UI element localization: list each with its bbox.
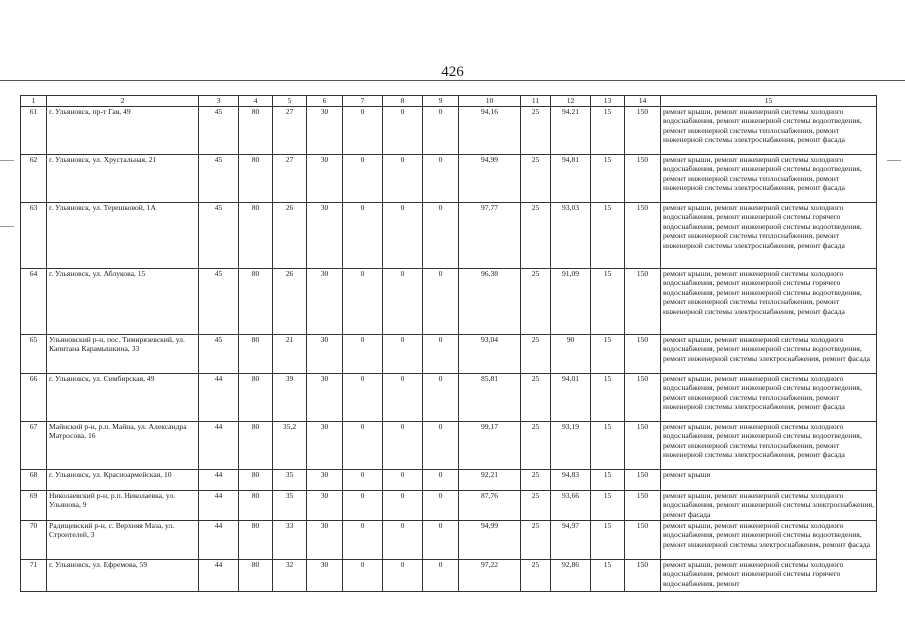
value-cell: 39 xyxy=(273,374,307,422)
address-cell: Ульяновский р-н, пос. Тимирязевский, ул. Капитана Карамышкина, 33 xyxy=(47,335,199,374)
value-cell: 0 xyxy=(423,560,459,592)
value-cell: 0 xyxy=(423,269,459,335)
value-cell: 44 xyxy=(199,560,239,592)
value-cell: 0 xyxy=(383,521,423,560)
value-cell: 93,04 xyxy=(459,335,521,374)
value-cell: 45 xyxy=(199,107,239,155)
value-cell: 90 xyxy=(551,335,591,374)
value-cell: 87,76 xyxy=(459,491,521,521)
value-cell: 0 xyxy=(343,422,383,470)
value-cell: 15 xyxy=(591,269,625,335)
value-cell: 80 xyxy=(239,335,273,374)
margin-mark xyxy=(887,160,901,161)
works-cell: ремонт крыши, ремонт инженерной системы холодного водоснабжения, ремонт инженерной системы водоотведения, ремонт инженерной системы теплоснабжения, ремонт инженерной системы электроснабжения, ремонт фасада xyxy=(661,155,877,203)
value-cell: 0 xyxy=(343,470,383,491)
value-cell: 0 xyxy=(383,374,423,422)
value-cell: 26 xyxy=(273,203,307,269)
table-row xyxy=(21,470,877,491)
value-cell: 45 xyxy=(199,155,239,203)
value-cell: 0 xyxy=(383,560,423,592)
value-cell: 150 xyxy=(625,560,661,592)
value-cell: 25 xyxy=(521,155,551,203)
value-cell: 93,66 xyxy=(551,491,591,521)
value-cell: 150 xyxy=(625,269,661,335)
value-cell: 30 xyxy=(307,107,343,155)
table-row xyxy=(21,422,877,470)
address-cell: г. Ульяновск, ул. Красноармейская, 10 xyxy=(47,470,199,491)
value-cell: 15 xyxy=(591,107,625,155)
row-number: 63 xyxy=(21,203,47,269)
row-number: 68 xyxy=(21,470,47,491)
data-table xyxy=(20,95,877,592)
value-cell: 44 xyxy=(199,422,239,470)
value-cell: 0 xyxy=(423,203,459,269)
value-cell: 27 xyxy=(273,155,307,203)
value-cell: 150 xyxy=(625,203,661,269)
value-cell: 150 xyxy=(625,155,661,203)
value-cell: 44 xyxy=(199,521,239,560)
value-cell: 94,99 xyxy=(459,155,521,203)
value-cell: 150 xyxy=(625,107,661,155)
value-cell: 94,97 xyxy=(551,521,591,560)
value-cell: 97,22 xyxy=(459,560,521,592)
table-row xyxy=(21,269,877,335)
column-header: 9 xyxy=(423,96,459,107)
value-cell: 0 xyxy=(343,155,383,203)
value-cell: 94,16 xyxy=(459,107,521,155)
table-row xyxy=(21,521,877,560)
value-cell: 80 xyxy=(239,422,273,470)
value-cell: 150 xyxy=(625,491,661,521)
address-cell: г. Ульяновск, ул. Ефремова, 59 xyxy=(47,560,199,592)
value-cell: 15 xyxy=(591,422,625,470)
column-header: 11 xyxy=(521,96,551,107)
address-cell: г. Ульяновск, ул. Хрустальная, 21 xyxy=(47,155,199,203)
address-cell: г. Ульяновск, ул. Терешковой, 1А xyxy=(47,203,199,269)
value-cell: 80 xyxy=(239,107,273,155)
value-cell: 150 xyxy=(625,521,661,560)
value-cell: 0 xyxy=(423,155,459,203)
works-cell: ремонт крыши, ремонт инженерной системы холодного водоснабжения, ремонт инженерной системы водоотведения, ремонт инженерной системы электроснабжения, ремонт фасада xyxy=(661,521,877,560)
value-cell: 30 xyxy=(307,374,343,422)
value-cell: 0 xyxy=(423,422,459,470)
value-cell: 0 xyxy=(383,470,423,491)
row-number: 62 xyxy=(21,155,47,203)
value-cell: 0 xyxy=(343,269,383,335)
value-cell: 25 xyxy=(521,422,551,470)
column-header: 2 xyxy=(47,96,199,107)
column-header: 12 xyxy=(551,96,591,107)
value-cell: 150 xyxy=(625,422,661,470)
value-cell: 25 xyxy=(521,107,551,155)
row-number: 69 xyxy=(21,491,47,521)
value-cell: 80 xyxy=(239,269,273,335)
value-cell: 33 xyxy=(273,521,307,560)
table-row xyxy=(21,491,877,521)
value-cell: 15 xyxy=(591,335,625,374)
value-cell: 35,2 xyxy=(273,422,307,470)
value-cell: 80 xyxy=(239,491,273,521)
row-number: 71 xyxy=(21,560,47,592)
address-cell: Майнский р-н, р.п. Майна, ул. Александра Матросова, 16 xyxy=(47,422,199,470)
value-cell: 15 xyxy=(591,491,625,521)
value-cell: 30 xyxy=(307,422,343,470)
value-cell: 0 xyxy=(423,335,459,374)
value-cell: 94,99 xyxy=(459,521,521,560)
value-cell: 80 xyxy=(239,155,273,203)
value-cell: 0 xyxy=(383,203,423,269)
value-cell: 30 xyxy=(307,335,343,374)
column-header: 13 xyxy=(591,96,625,107)
column-header: 4 xyxy=(239,96,273,107)
address-cell: Николаевский р-н, р.п. Николаевка, ул. Ульянова, 9 xyxy=(47,491,199,521)
table-row xyxy=(21,560,877,592)
value-cell: 35 xyxy=(273,470,307,491)
value-cell: 150 xyxy=(625,374,661,422)
value-cell: 30 xyxy=(307,269,343,335)
value-cell: 45 xyxy=(199,203,239,269)
value-cell: 80 xyxy=(239,374,273,422)
header-row xyxy=(21,96,877,107)
value-cell: 0 xyxy=(423,470,459,491)
value-cell: 150 xyxy=(625,335,661,374)
value-cell: 45 xyxy=(199,269,239,335)
value-cell: 30 xyxy=(307,521,343,560)
column-header: 10 xyxy=(459,96,521,107)
value-cell: 30 xyxy=(307,491,343,521)
table-row xyxy=(21,155,877,203)
value-cell: 0 xyxy=(383,422,423,470)
value-cell: 25 xyxy=(521,560,551,592)
row-number: 70 xyxy=(21,521,47,560)
value-cell: 92,86 xyxy=(551,560,591,592)
value-cell: 25 xyxy=(521,203,551,269)
works-cell: ремонт крыши, ремонт инженерной системы холодного водоснабжения, ремонт инженерной системы водоотведения, ремонт инженерной системы теплоснабжения, ремонт инженерной системы электроснабжения, ремонт фасада xyxy=(661,374,877,422)
value-cell: 85,81 xyxy=(459,374,521,422)
address-cell: г. Ульяновск, ул. Симбирская, 49 xyxy=(47,374,199,422)
value-cell: 25 xyxy=(521,521,551,560)
table-row xyxy=(21,203,877,269)
table-row xyxy=(21,107,877,155)
value-cell: 0 xyxy=(343,374,383,422)
value-cell: 0 xyxy=(383,491,423,521)
row-number: 67 xyxy=(21,422,47,470)
value-cell: 0 xyxy=(343,335,383,374)
value-cell: 91,09 xyxy=(551,269,591,335)
value-cell: 44 xyxy=(199,374,239,422)
value-cell: 94,83 xyxy=(551,470,591,491)
works-cell: ремонт крыши, ремонт инженерной системы холодного водоснабжения, ремонт инженерной системы водоотведения, ремонт инженерной системы теплоснабжения, ремонт инженерной системы электроснабжения, ремонт фасада xyxy=(661,422,877,470)
column-header: 6 xyxy=(307,96,343,107)
works-cell: ремонт крыши, ремонт инженерной системы холодного водоснабжения, ремонт инженерной системы водоотведения, ремонт инженерной системы теплоснабжения, ремонт инженерной системы электроснабжения, ремонт фасада xyxy=(661,107,877,155)
top-rule xyxy=(0,80,905,81)
page-number: 426 xyxy=(441,64,464,80)
value-cell: 30 xyxy=(307,155,343,203)
value-cell: 15 xyxy=(591,470,625,491)
value-cell: 26 xyxy=(273,269,307,335)
table-row xyxy=(21,335,877,374)
address-cell: Радищевский р-н, с. Верхняя Маза, ул. Строителей, 3 xyxy=(47,521,199,560)
row-number: 64 xyxy=(21,269,47,335)
value-cell: 32 xyxy=(273,560,307,592)
value-cell: 99,17 xyxy=(459,422,521,470)
value-cell: 80 xyxy=(239,521,273,560)
works-cell: ремонт крыши xyxy=(661,470,877,491)
works-cell: ремонт крыши, ремонт инженерной системы холодного водоснабжения, ремонт инженерной системы горячего водоснабжения, ремонт инженерной системы водоотведения, ремонт инженерной системы теплоснабжения, ремонт инженерной системы электроснабжения, ремонт фасада xyxy=(661,203,877,269)
column-header: 3 xyxy=(199,96,239,107)
value-cell: 25 xyxy=(521,269,551,335)
table-row xyxy=(21,374,877,422)
value-cell: 94,01 xyxy=(551,374,591,422)
row-number: 66 xyxy=(21,374,47,422)
value-cell: 92,21 xyxy=(459,470,521,491)
value-cell: 0 xyxy=(383,155,423,203)
value-cell: 45 xyxy=(199,335,239,374)
value-cell: 25 xyxy=(521,491,551,521)
value-cell: 80 xyxy=(239,203,273,269)
value-cell: 94,21 xyxy=(551,107,591,155)
value-cell: 44 xyxy=(199,491,239,521)
column-header: 14 xyxy=(625,96,661,107)
value-cell: 150 xyxy=(625,470,661,491)
address-cell: г. Ульяновск, ул. Аблукова, 15 xyxy=(47,269,199,335)
column-header: 7 xyxy=(343,96,383,107)
value-cell: 0 xyxy=(343,560,383,592)
value-cell: 0 xyxy=(383,335,423,374)
works-cell: ремонт крыши, ремонт инженерной системы холодного водоснабжения, ремонт инженерной системы водоотведения, ремонт инженерной системы электроснабжения, ремонт фасада xyxy=(661,335,877,374)
value-cell: 0 xyxy=(343,491,383,521)
value-cell: 35 xyxy=(273,491,307,521)
value-cell: 97,77 xyxy=(459,203,521,269)
value-cell: 15 xyxy=(591,560,625,592)
value-cell: 93,19 xyxy=(551,422,591,470)
value-cell: 25 xyxy=(521,374,551,422)
value-cell: 27 xyxy=(273,107,307,155)
works-cell: ремонт крыши, ремонт инженерной системы холодного водоснабжения, ремонт инженерной системы горячего водоснабжения, ремонт xyxy=(661,560,877,592)
value-cell: 21 xyxy=(273,335,307,374)
value-cell: 30 xyxy=(307,560,343,592)
column-header: 15 xyxy=(661,96,877,107)
address-cell: г. Ульяновск, пр-т Гая, 49 xyxy=(47,107,199,155)
value-cell: 15 xyxy=(591,374,625,422)
value-cell: 25 xyxy=(521,470,551,491)
column-header: 5 xyxy=(273,96,307,107)
value-cell: 15 xyxy=(591,521,625,560)
value-cell: 44 xyxy=(199,470,239,491)
value-cell: 96,38 xyxy=(459,269,521,335)
value-cell: 0 xyxy=(423,521,459,560)
value-cell: 15 xyxy=(591,203,625,269)
value-cell: 94,81 xyxy=(551,155,591,203)
value-cell: 30 xyxy=(307,203,343,269)
value-cell: 25 xyxy=(521,335,551,374)
value-cell: 30 xyxy=(307,470,343,491)
value-cell: 0 xyxy=(343,107,383,155)
value-cell: 93,03 xyxy=(551,203,591,269)
margin-mark xyxy=(0,160,14,161)
value-cell: 0 xyxy=(343,521,383,560)
value-cell: 80 xyxy=(239,470,273,491)
row-number: 65 xyxy=(21,335,47,374)
value-cell: 15 xyxy=(591,155,625,203)
works-cell: ремонт крыши, ремонт инженерной системы холодного водоснабжения, ремонт инженерной системы электроснабжения, ремонт фасада xyxy=(661,491,877,521)
column-header: 1 xyxy=(21,96,47,107)
value-cell: 0 xyxy=(343,203,383,269)
value-cell: 0 xyxy=(423,374,459,422)
value-cell: 80 xyxy=(239,560,273,592)
column-header: 8 xyxy=(383,96,423,107)
value-cell: 0 xyxy=(423,107,459,155)
works-cell: ремонт крыши, ремонт инженерной системы холодного водоснабжения, ремонт инженерной системы горячего водоснабжения, ремонт инженерной системы водоотведения, ремонт инженерной системы теплоснабжения, ремонт инженерной системы электроснабжения, ремонт фасада xyxy=(661,269,877,335)
row-number: 61 xyxy=(21,107,47,155)
margin-mark xyxy=(0,226,14,227)
value-cell: 0 xyxy=(423,491,459,521)
value-cell: 0 xyxy=(383,269,423,335)
value-cell: 0 xyxy=(383,107,423,155)
